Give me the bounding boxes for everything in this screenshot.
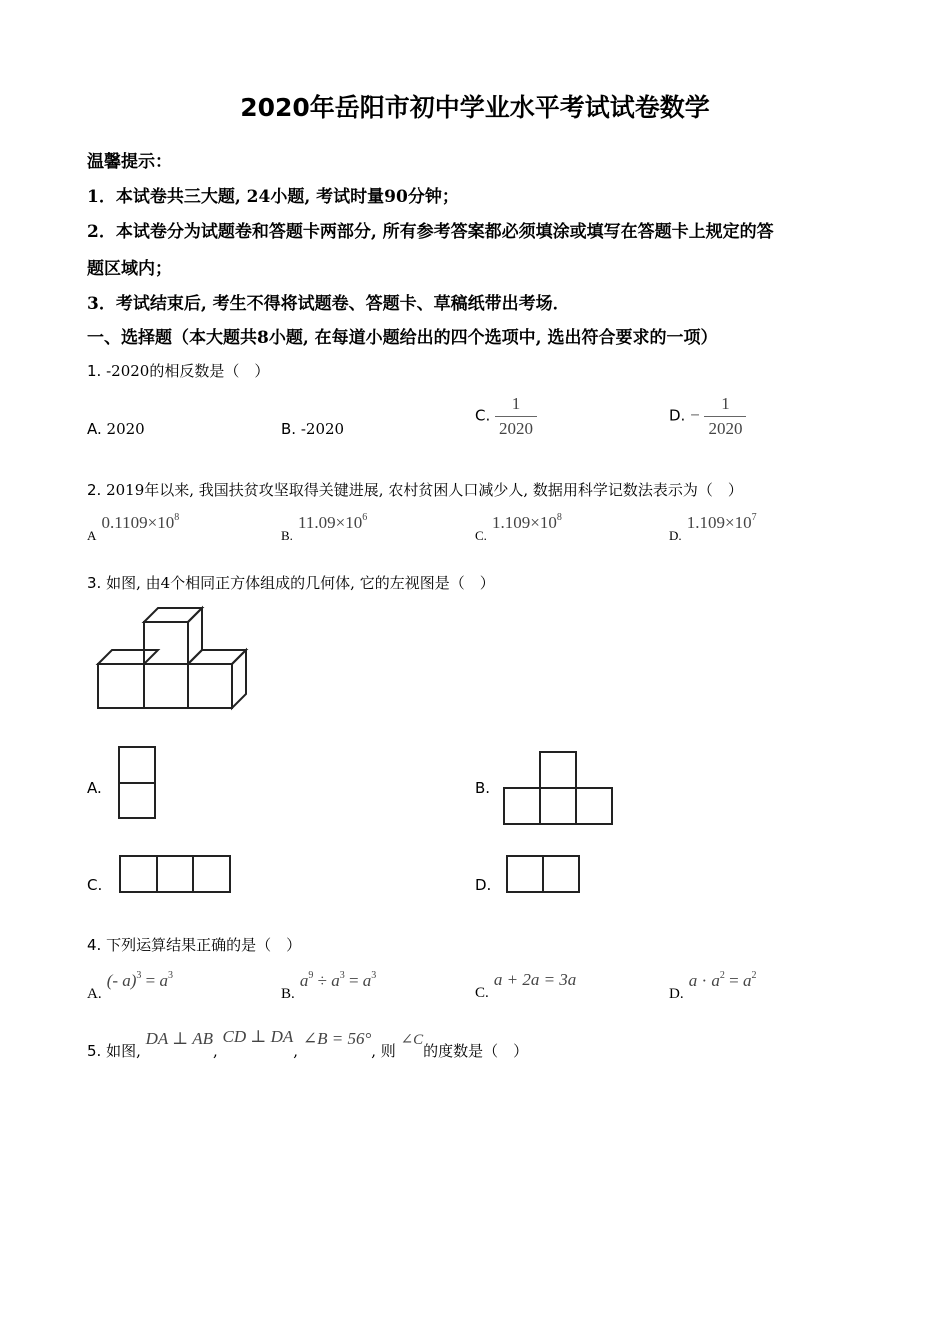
option-expression <box>492 513 562 532</box>
option-label: D. <box>669 406 686 425</box>
question-number: 4. <box>87 936 102 954</box>
question-text-mid: , 则 <box>371 1042 396 1060</box>
question-number: 5. <box>87 1042 102 1060</box>
notice-item-2: 2．本试卷分为试题卷和答题卡两部分, 所有参考答案都必须填涂或填写在答题卡上规定的答 <box>87 222 774 242</box>
q4-option-c <box>475 970 577 1001</box>
q2-option-c <box>475 512 562 543</box>
notice-heading: 温馨提示： <box>87 152 172 172</box>
exponent: 3 <box>168 970 174 981</box>
question-number: 2. <box>87 481 102 499</box>
square <box>543 856 579 892</box>
variable: a <box>688 971 698 990</box>
q4-option-d <box>669 970 757 1002</box>
question-4 <box>87 934 301 955</box>
q3-option-b-label: B. <box>475 779 491 797</box>
mantissa: 0.1109 <box>101 513 148 532</box>
option-label: C. <box>475 406 491 425</box>
square <box>507 856 543 892</box>
q1-option-b <box>281 420 344 438</box>
option-label: C. <box>475 528 487 543</box>
fraction <box>495 394 537 439</box>
variable: a <box>331 971 340 990</box>
minus-sign: − <box>690 405 700 425</box>
variable: a <box>711 971 720 990</box>
option-expression <box>101 513 179 532</box>
question-3 <box>87 572 495 593</box>
math-expression: ∠B = 56° <box>302 1029 372 1048</box>
variable: a <box>362 971 372 990</box>
option-expression <box>107 971 173 990</box>
question-2 <box>87 479 743 500</box>
power-base: ×10 <box>724 513 752 532</box>
math-expression: DA ⊥ AB <box>145 1029 213 1048</box>
option-label: D. <box>669 528 682 543</box>
expr-part: (- a) <box>106 971 137 990</box>
exponent: 3 <box>136 970 142 981</box>
right-cube-side <box>232 650 246 708</box>
left-cube-top <box>98 650 158 664</box>
notice-item-3: 3．考试结束后, 考生不得将试题卷、答题卡、草稿纸带出考场． <box>87 294 570 314</box>
option-label: B. <box>281 986 295 1002</box>
question-text: -2020的相反数是（ ） <box>106 362 270 380</box>
square <box>540 788 576 824</box>
notice-item-2-cont: 题区域内； <box>87 259 172 279</box>
math-expression: ∠C <box>400 1032 424 1048</box>
middle-cube-front <box>144 664 188 708</box>
power-base: ×10 <box>147 513 175 532</box>
condition-4 <box>401 1032 424 1048</box>
option-value: -2020 <box>300 420 345 438</box>
question-number: 1. <box>87 362 102 380</box>
condition-2 <box>223 1027 294 1046</box>
q3-option-c-figure <box>118 854 232 894</box>
question-text-prefix: 如图, <box>106 1042 141 1060</box>
q1-option-c <box>475 394 537 439</box>
equals: = <box>344 971 363 990</box>
operator: ÷ <box>313 971 332 990</box>
power-base: ×10 <box>530 513 557 532</box>
q2-option-a <box>87 512 180 543</box>
question-1 <box>87 360 269 381</box>
variable: a <box>159 971 169 990</box>
fraction-numerator: 1 <box>721 394 730 413</box>
separator: , <box>293 1042 299 1060</box>
q3-option-c-label: C. <box>87 876 103 894</box>
q3-option-a-figure <box>117 745 157 820</box>
mantissa: 11.09 <box>298 513 336 532</box>
left-cube-front <box>98 664 144 708</box>
q4-option-a <box>87 970 174 1002</box>
option-label: B. <box>281 528 293 543</box>
square <box>540 752 576 788</box>
option-expression <box>494 970 576 989</box>
q2-option-b <box>281 512 368 543</box>
page-title: 2020年岳阳市初中学业水平考试试卷数学 <box>240 93 710 122</box>
exponent: 7 <box>751 512 757 523</box>
notice-item-1: 1．本试卷共三大题, 24小题, 考试时量90分钟； <box>87 187 459 207</box>
fraction <box>704 394 746 439</box>
expression: a + 2a = 3a <box>493 970 577 989</box>
q1-option-a <box>87 420 145 438</box>
option-label: B. <box>281 420 297 438</box>
right-cube-front <box>188 664 232 708</box>
fraction-denominator: 2020 <box>495 416 537 439</box>
power-base: ×10 <box>335 513 363 532</box>
mantissa: 1.109 <box>492 513 531 532</box>
square <box>120 856 157 892</box>
q3-option-b-figure <box>502 750 614 826</box>
question-text: 下列运算结果正确的是（ ） <box>106 936 302 954</box>
square <box>157 856 193 892</box>
option-label: A. <box>87 420 102 438</box>
right-cube-top <box>188 650 246 664</box>
square <box>119 783 155 818</box>
option-expression <box>687 513 757 532</box>
equals: = <box>724 971 743 990</box>
exponent: 8 <box>556 512 562 523</box>
condition-1 <box>146 1029 213 1048</box>
fraction-denominator: 2020 <box>704 416 746 439</box>
q3-option-a-label: A. <box>87 779 102 797</box>
option-label: C. <box>475 985 489 1001</box>
exponent: 9 <box>308 970 314 981</box>
square <box>576 788 612 824</box>
q3-option-d-figure <box>505 854 581 894</box>
option-expression <box>298 513 367 532</box>
exponent: 3 <box>371 970 377 981</box>
square <box>504 788 540 824</box>
fraction-numerator: 1 <box>511 394 521 413</box>
exponent: 2 <box>719 970 725 981</box>
exponent: 6 <box>362 512 368 523</box>
section-heading: 一、选择题（本大题共8小题, 在每道小题给出的四个选项中, 选出符合要求的一项） <box>87 328 718 348</box>
variable: a <box>742 971 752 990</box>
exponent: 2 <box>751 970 757 981</box>
option-value: 2020 <box>106 420 145 438</box>
variable: a <box>299 971 309 990</box>
option-expression <box>689 971 757 990</box>
square <box>193 856 230 892</box>
condition-3 <box>303 1029 371 1048</box>
option-expression <box>300 971 376 990</box>
question-number: 3. <box>87 574 102 592</box>
q3-option-d-label: D. <box>475 876 492 894</box>
option-label: A. <box>87 986 102 1002</box>
operator: · <box>697 971 712 990</box>
exponent: 3 <box>339 970 345 981</box>
q4-option-b <box>281 970 377 1002</box>
square <box>119 747 155 783</box>
exponent: 8 <box>174 512 180 523</box>
question-text: 2019年以来, 我国扶贫攻坚取得关键进展, 农村贫困人口减少人, 数据用科学记数法表示为（ ） <box>106 481 743 499</box>
question-text-suffix: 的度数是（ ） <box>423 1042 529 1060</box>
cube-figure <box>96 606 248 712</box>
math-expression: CD ⊥ DA <box>222 1027 294 1046</box>
option-label: A <box>87 528 97 543</box>
q1-option-d <box>669 394 746 439</box>
top-cube-top <box>144 608 202 622</box>
question-text: 如图, 由4个相同正方体组成的几何体, 它的左视图是（ ） <box>106 574 495 592</box>
option-label: D. <box>669 986 684 1002</box>
equals: = <box>141 971 160 990</box>
question-5 <box>87 1027 529 1061</box>
separator: , <box>212 1042 218 1060</box>
mantissa: 1.109 <box>686 513 725 532</box>
q2-option-d <box>669 512 757 543</box>
